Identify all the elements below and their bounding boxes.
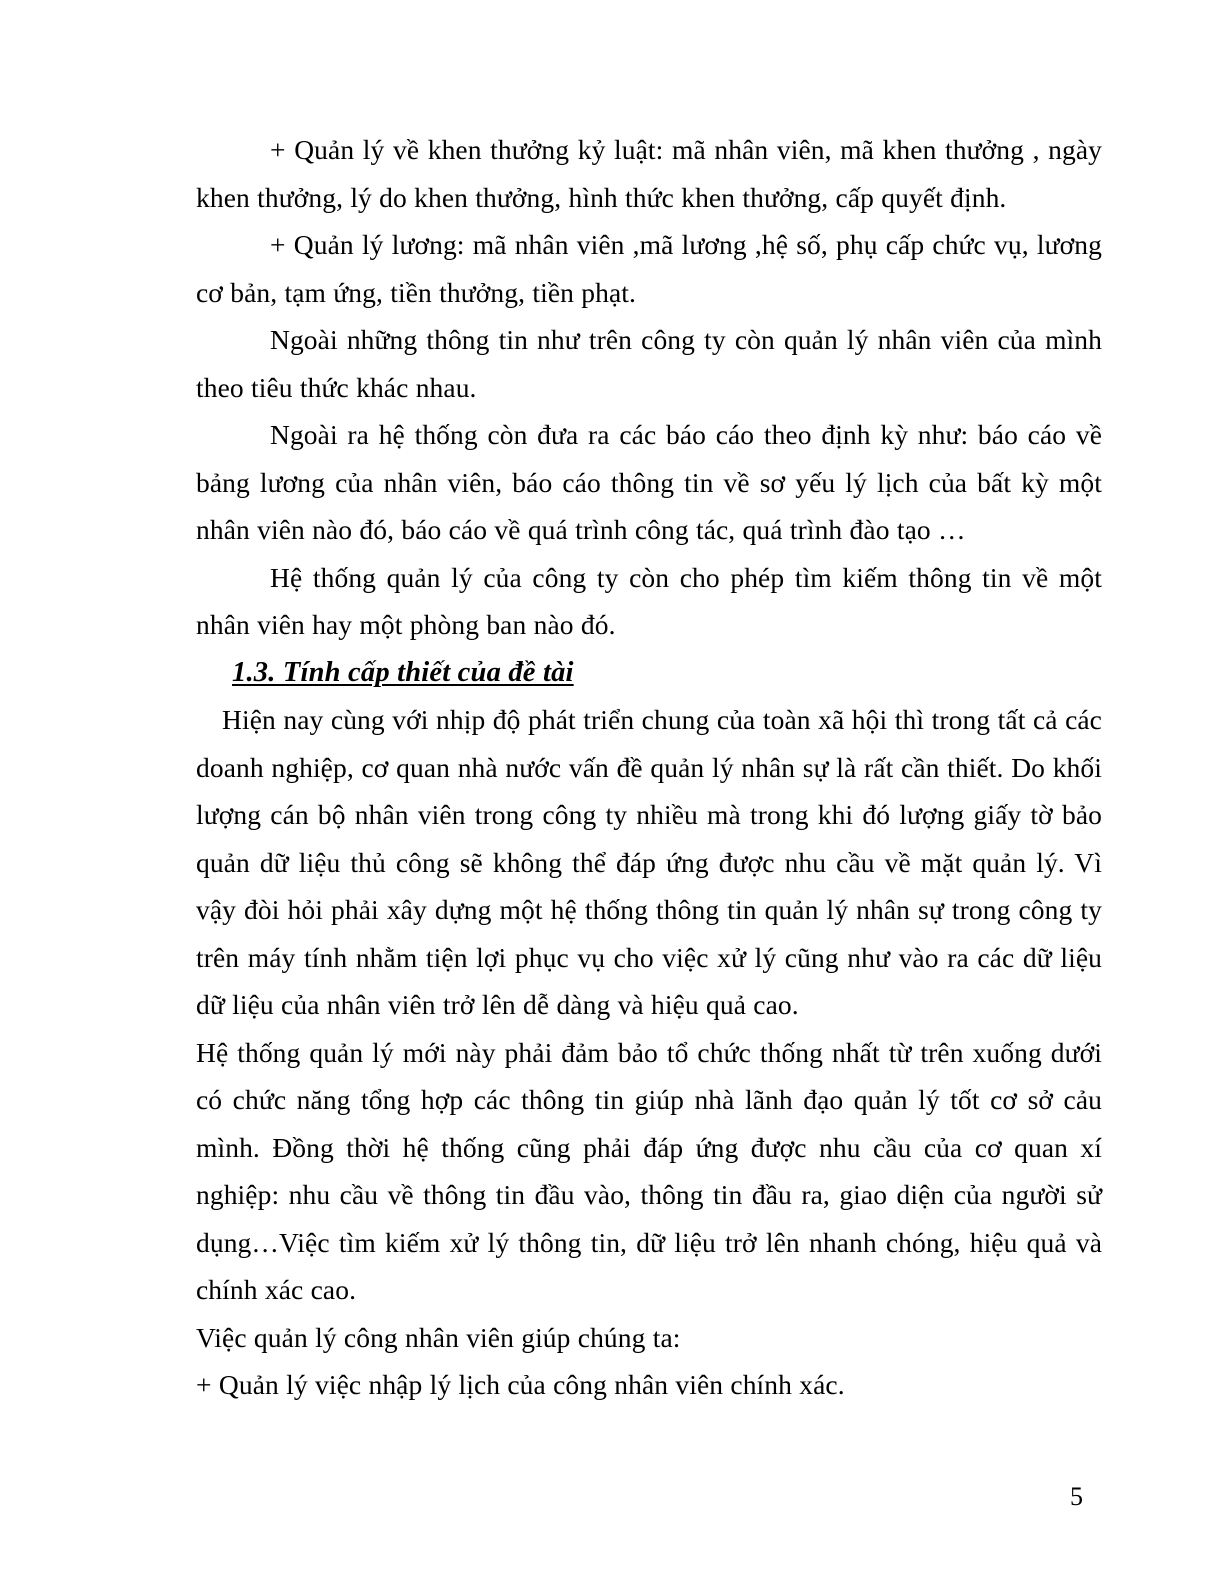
page-number: 5	[1070, 1482, 1083, 1511]
paragraph-new-system-requirements: Hệ thống quản lý mới này phải đảm bảo tổ chức thống nhất từ trên xuống dưới có chức năng tổng hợp các thông tin giúp nhà lãnh đạo quản lý tốt cơ sở cảu mình. Đồng thời hệ thống cũng phải đáp ứng được nhu cầu của cơ quan xí nghiệp: nhu cầu về thông tin đầu vào, thông tin đầu ra, giao diện của người sử dụng…Việc tìm kiếm xử lý thông tin, dữ liệu trở lên nhanh chóng, hiệu quả và chính xác cao.	[196, 1036, 1102, 1305]
paragraph-salary-management: + Quản lý lương: mã nhân viên ,mã lương ,hệ số, phụ cấp chức vụ, lương cơ bản, tạm ứng, tiền thưởng, tiền phạt.	[196, 229, 1102, 308]
paragraph-benefit-item-1: + Quản lý việc nhập lý lịch của công nhân viên chính xác.	[196, 1369, 845, 1400]
paragraph-search-capability: Hệ thống quản lý của công ty còn cho phép tìm kiếm thông tin về một nhân viên hay một phòng ban nào đó.	[196, 561, 1102, 640]
paragraph-reward-discipline-management: + Quản lý về khen thưởng kỷ luật: mã nhân viên, mã khen thưởng , ngày khen thưởng, lý do khen thưởng, hình thức khen thưởng, cấp quyết định.	[196, 134, 1102, 213]
page-body-text	[196, 126, 1102, 1409]
paragraph-urgency-of-topic: Hiện nay cùng với nhịp độ phát triển chung của toàn xã hội thì trong tất cả các doanh nghiệp, cơ quan nhà nước vấn đề quản lý nhân sự là rất cần thiết. Do khối lượng cán bộ nhân viên trong công ty nhiều mà trong khi đó lượng giấy tờ bảo quản dữ liệu thủ công sẽ không thể đáp ứng được nhu cầu về mặt quản lý. Vì vậy đòi hỏi phải xây dựng một hệ thống thông tin quản lý nhân sự trong công ty trên máy tính nhằm tiện lợi phục vụ cho việc xử lý cũng như vào ra các dữ liệu dữ liệu của nhân viên trở lên dễ dàng và hiệu quả cao.	[196, 704, 1102, 1020]
paragraph-benefits-intro: Việc quản lý công nhân viên giúp chúng ta:	[196, 1321, 681, 1353]
paragraph-additional-employee-info: Ngoài những thông tin như trên công ty còn quản lý nhân viên của mình theo tiêu thức khác nhau.	[196, 324, 1102, 403]
paragraph-periodic-reports: Ngoài ra hệ thống còn đưa ra các báo cáo theo định kỳ như: báo cáo về bảng lương của nhân viên, báo cáo thông tin về sơ yếu lý lịch của bất kỳ một nhân viên nào đó, báo cáo về quá trình công tác, quá trình đào tạo …	[196, 419, 1102, 545]
section-heading-1-3: 1.3. Tính cấp thiết của đề tài	[232, 656, 574, 688]
